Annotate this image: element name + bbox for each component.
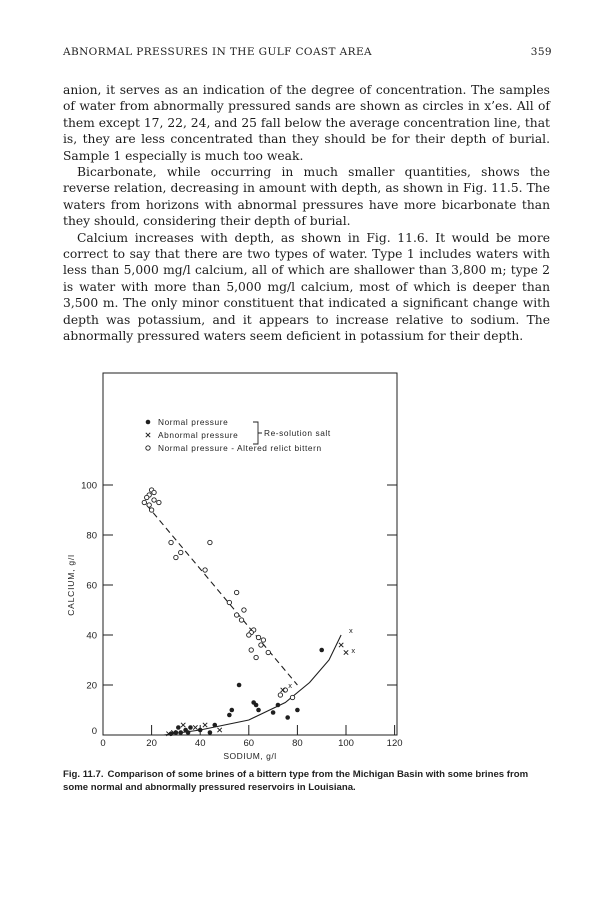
bittern-point bbox=[278, 693, 282, 697]
page-number: 359 bbox=[530, 46, 552, 58]
plot-frame bbox=[103, 373, 397, 735]
normal-pressure-point bbox=[186, 730, 191, 735]
x-tick-label: 80 bbox=[292, 738, 303, 749]
legend-marker-dot bbox=[146, 420, 151, 425]
bittern-point bbox=[227, 600, 231, 604]
normal-pressure-point bbox=[319, 648, 324, 653]
y-origin-label: 0 bbox=[91, 726, 97, 737]
normal-pressure-point bbox=[254, 703, 259, 708]
running-title: ABNORMAL PRESSURES IN THE GULF COAST AREA bbox=[63, 46, 372, 58]
bittern-point bbox=[149, 508, 153, 512]
bittern-point bbox=[142, 500, 146, 504]
bittern-point bbox=[174, 555, 178, 559]
abnormal-pressure-point bbox=[193, 725, 197, 729]
bittern-point bbox=[152, 490, 156, 494]
normal-pressure-point bbox=[227, 713, 232, 718]
bittern-point bbox=[169, 540, 173, 544]
bittern-point bbox=[239, 618, 243, 622]
bittern-point bbox=[147, 503, 151, 507]
bittern-point bbox=[242, 608, 246, 612]
bittern-point bbox=[259, 643, 263, 647]
paragraph-2: Bicarbonate, while occurring in much smaller quantities, shows the reverse relation, decreasing in amount with depth, as shown in Fig. 11.5. The waters from horizons with abnormal pressures have more bicarbonate than they should, considering their depth of burial. bbox=[63, 165, 550, 229]
abnormal-pressure-point bbox=[203, 723, 207, 727]
normal-pressure-point bbox=[188, 725, 193, 730]
normal-pressure-point bbox=[229, 708, 234, 713]
legend-label: Abnormal pressure bbox=[158, 430, 239, 440]
caption-label: Fig. 11.7. bbox=[63, 769, 104, 780]
legend-marker-x bbox=[146, 433, 150, 437]
y-tick-label: 20 bbox=[86, 680, 97, 692]
paragraph-3: Calcium increases with depth, as shown in Fig. 11.6. It would be more correct to say that there are two types of water. Type 1 includes waters with less than 5,000 mg/l calcium, all of which are shallower than 3,800 m; type 2 is water with more than 5,000 mg/l calcium, most of which is deeper than 3,500 m. The only minor constituent that indicated a significant change with depth was potassium, and it appears to increase relative to sodium. The abnormally pressured waters seem deficient in potassium for their depth. bbox=[63, 230, 550, 344]
bittern-point bbox=[234, 590, 238, 594]
normal-pressure-point bbox=[271, 710, 276, 715]
x-axis-title: SODIUM, g/l bbox=[223, 751, 277, 761]
bittern-point bbox=[145, 495, 149, 499]
normal-pressure-point bbox=[174, 730, 179, 735]
legend-marker-circle bbox=[146, 446, 150, 450]
bittern-point bbox=[179, 550, 183, 554]
bittern-point bbox=[266, 650, 270, 654]
bittern-point bbox=[256, 635, 260, 639]
normal-pressure-point bbox=[208, 730, 213, 735]
bittern-point bbox=[152, 498, 156, 502]
normal-pressure-point bbox=[237, 683, 242, 688]
normal-pressure-point bbox=[176, 725, 181, 730]
point-annotation: x bbox=[349, 626, 353, 635]
bittern-point bbox=[254, 655, 258, 659]
normal-pressure-point bbox=[285, 715, 290, 720]
bittern-point bbox=[203, 568, 207, 572]
normal-pressure-point bbox=[256, 708, 261, 713]
bittern-trend-line bbox=[147, 505, 298, 685]
caption-text: Comparison of some brines of a bittern type from the Michigan Basin with some brines from some normal and abnormally pressured reservoirs in Louisiana. bbox=[63, 769, 529, 793]
normal-pressure-point bbox=[212, 723, 217, 728]
normal-pressure-point bbox=[276, 703, 281, 708]
paragraph-1: anion, it serves as an indication of the degree of concentration. The samples of water from abnormally pressured sands are shown as circles in x’es. All of them except 17, 22, 24, and 25 fall below the average concentration line, that is, they are less concentrated than they should be for their depth of burial. Sample 1 especially is much too weak. bbox=[63, 83, 550, 163]
bittern-point bbox=[208, 540, 212, 544]
normal-pressure-point bbox=[178, 730, 183, 735]
y-axis-title: CALCIUM, g/l bbox=[66, 554, 76, 616]
figure-caption bbox=[63, 768, 550, 794]
legend-label: Normal pressure bbox=[158, 417, 229, 427]
y-tick-label: 60 bbox=[86, 580, 97, 592]
legend-bracket bbox=[253, 422, 262, 444]
bittern-point bbox=[249, 648, 253, 652]
abnormal-pressure-point bbox=[344, 650, 348, 654]
bittern-point bbox=[157, 500, 161, 504]
x-tick-label: 120 bbox=[386, 738, 403, 749]
x-origin-label: 0 bbox=[100, 738, 106, 749]
bittern-point bbox=[234, 613, 238, 617]
bittern-point bbox=[290, 695, 294, 699]
bittern-point bbox=[261, 638, 265, 642]
x-tick-label: 40 bbox=[194, 738, 206, 749]
y-tick-label: 40 bbox=[86, 630, 97, 642]
y-tick-label: 80 bbox=[86, 530, 97, 542]
legend-label: Normal pressure - Altered relict bittern bbox=[158, 443, 322, 453]
y-tick-label: 100 bbox=[81, 480, 97, 492]
abnormal-pressure-point bbox=[217, 728, 221, 732]
x-tick-label: 100 bbox=[338, 738, 354, 749]
point-annotation: x bbox=[288, 681, 292, 690]
x-tick-label: 20 bbox=[146, 738, 157, 749]
x-tick-label: 60 bbox=[243, 738, 255, 749]
normal-pressure-point bbox=[295, 708, 300, 713]
abnormal-pressure-point bbox=[339, 643, 343, 647]
legend-bracket-label: Re-solution salt bbox=[264, 428, 331, 438]
bittern-point bbox=[247, 633, 251, 637]
normal-pressure-point bbox=[198, 728, 203, 733]
abnormal-pressure-point bbox=[181, 723, 185, 727]
point-annotation: x bbox=[351, 646, 356, 655]
